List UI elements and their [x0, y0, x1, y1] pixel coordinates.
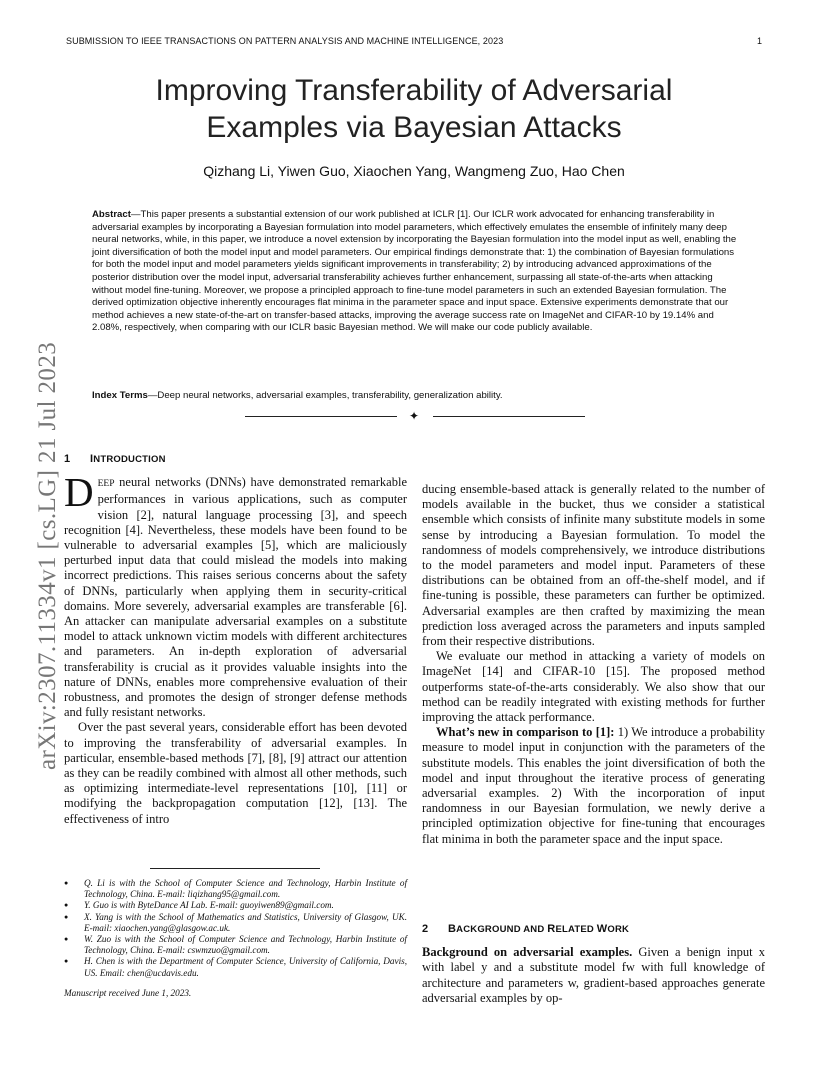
index-terms-label: Index Terms — [92, 390, 148, 401]
column-left — [64, 452, 407, 827]
lead-smallcaps: EEP — [97, 479, 115, 490]
page-number: 1 — [757, 36, 763, 46]
background-paragraph-text: Given a benign input x with label y and a substitute model fw with full knowledge of architecture and parameters w, gradient-based approaches generate adversarial examples by op- — [422, 945, 765, 1005]
index-terms-text: —Deep neural networks, adversarial examples, transferability, generalization ability. — [147, 390, 503, 401]
abstract — [92, 209, 737, 335]
intro-paragraph-2: Over the past several years, considerable effort has been devoted to improving the transferability of adversarial examples. In particular, ensemble-based methods [7], [8], [9] attract our attention as they can be readily combined with almost all other methods, such as optimizing intermediate-level representations [10], [11] or modifying the backpropagation computation [12], [13]. The effectiveness of intro — [64, 720, 407, 826]
section-title-initial: R — [547, 923, 556, 935]
footnote-item: ● H. Chen is with the Department of Computer Science, University of California, Davis, US. Email: chen@ucdavis.edu. — [64, 956, 407, 978]
background-label: Background on adversarial examples. — [422, 945, 633, 960]
diamond-icon: ✦ — [409, 409, 420, 423]
manuscript-note: Manuscript received June 1, 2023. — [64, 987, 192, 998]
footnote-item: ● W. Zuo is with the School of Computer Science and Technology, Harbin Institute of Technology, China. E-mail: cswmzuo@gmail.com. — [64, 934, 407, 956]
section-title-rest: ACKGROUND AND — [456, 924, 548, 935]
intro-paragraph-4-text: 1) We introduce a probability measure to model input in conjunction with the parameters of the substitute models. This enables the joint diversification of both the model and input throughout the iterative process of generating adversarial examples. 2) With the incorporation of input randomness in our Bayesian formulation, we newly derive a principled optimization objective for fine-tuning that encourages flat minima in both the parameter space and the input space. — [422, 725, 766, 846]
abstract-text: —This paper presents a substantial extension of our work published at ICLR [1]. Our ICLR work advocated for enhancing transferability in adversarial examples by incorporating a Bayesian formulation into model parameters, which effectively emulates the ensemble of infinitely many deep neural networks, while, in this paper, we introduce a novel extension by incorporating the Bayesian formulation into the model input as well, enabling the joint diversification of both the model input and model parameters. Our empirical findings demonstrate that: 1) the combination of Bayesian formulations for both the model input and model parameters yields significant improvements in transferability; 2) by introducing advanced approximations of the posterior distribution over the model input, adversarial transferability achieves further enhancement, surpassing all state-of-the-arts when attacking without model fine-tuning. Moreover, we propose a principled approach to fine-tune model parameters in such an extended Bayesian formulation. The derived optimization objective inherently encourages flat minima in the parameter space and input space. Extensive experiments demonstrate that our method achieves a new state-of-the-art on transfer-based attacks, improving the average success rate on ImageNet and CIFAR-10 by 19.14% and 2.08%, respectively, when comparing with our ICLR basic Bayesian method. We will make our code publicly available. — [92, 209, 737, 334]
intro-paragraph-1-text: neural networks (DNNs) have demonstrated remarkable performances in various applications, such as computer vision [2], natural language processing [3], and speech recognition [4]. Nevertheless, these models have been found to be vulnerable to adversarial examples [5], which are maliciously perturbed input data that could mislead the models into making incorrect predictions. This raises serious concerns about the safety of DNNs, particularly when applying them in security-critical domains. More severely, adversarial examples are transferable [6]. An attacker can manipulate adversarial examples on a substitute model to attack unknown victim models with different architectures and parameters. An in-depth exploration of adversarial transferability is crucial as it provides valuable insights into the nature of DNNs, enables more comprehensive evaluation of their robustness, and promotes the design of stronger defense methods and fully resistant networks. — [64, 475, 407, 720]
section-number: 2 — [422, 923, 429, 935]
column-right — [422, 482, 765, 847]
section-title-rest: NTRODUCTION — [93, 454, 166, 465]
divider-line-left — [245, 416, 397, 417]
index-terms — [92, 390, 737, 403]
footnotes — [64, 878, 407, 999]
paper-title: Improving Transferability of Adversarial Examples via Bayesian Attacks — [155, 74, 673, 144]
section-heading-background — [422, 922, 765, 937]
section-number: 1 — [64, 453, 71, 465]
section-title-initial: B — [448, 923, 457, 935]
section-title-rest: ELATED — [555, 924, 597, 935]
background-paragraph — [422, 945, 765, 1006]
footnote-item: ● Q. Li is with the School of Computer Science and Technology, Harbin Institute of Technology, China. E-mail: liqizhang95@gmail.com. — [64, 878, 407, 900]
intro-paragraph-2-continued: ducing ensemble-based attack is generally related to the number of models available in the bucket, thus we consider a statistical ensemble which consists of infinite many substitute models in some sense by introducing a Bayesian formulation. To model the randomness of models comprehensively, we introduce distributions to the model parameters and model input. Parameters of these distributions can be obtained from an off-the-shelf model, and if fine-tuning is possible, these parameters can further be optimized. Adversarial examples are then crafted by maximizing the mean prediction loss averaged across the parameters and inputs sampled from their respective distributions. — [422, 482, 765, 649]
section-divider — [245, 408, 585, 424]
divider-line-right — [433, 416, 585, 417]
whats-new-label: What’s new in comparison to [1]: — [436, 725, 615, 740]
footnote-item: ● X. Yang is with the School of Mathematics and Statistics, University of Glasgow, UK. E-mail: xiaochen.yang@glasgow.ac.uk. — [64, 912, 407, 934]
intro-paragraph-1 — [64, 469, 407, 720]
footnote-rule — [150, 868, 320, 869]
footnote-item: ● Y. Guo is with ByteDance AI Lab. E-mail: guoyiwen89@gmail.com. — [64, 900, 407, 911]
drop-cap: D — [64, 469, 94, 516]
arxiv-stamp-text: arXiv:2307.11334v1 [cs.LG] 21 Jul 2023 — [34, 341, 61, 770]
section-title-initial: I — [90, 453, 94, 465]
running-header: SUBMISSION TO IEEE TRANSACTIONS ON PATTERN ANALYSIS AND MACHINE INTELLIGENCE, 2023 — [66, 36, 504, 46]
intro-paragraph-3: We evaluate our method in attacking a variety of models on ImageNet [14] and CIFAR-10 [15]. The proposed method outperforms state-of-the-arts considerably. We also show that our method can be readily integrated with existing methods for further improving the attack performance. — [422, 649, 765, 725]
section-title-rest: ORK — [607, 924, 630, 935]
section-heading-introduction — [64, 452, 407, 467]
section-title-initial: W — [596, 923, 608, 935]
author-list: Qizhang Li, Yiwen Guo, Xiaochen Yang, Wangmeng Zuo, Hao Chen — [203, 163, 625, 179]
abstract-label: Abstract — [92, 209, 131, 220]
intro-paragraph-4 — [422, 725, 765, 847]
section-2 — [422, 922, 765, 1006]
